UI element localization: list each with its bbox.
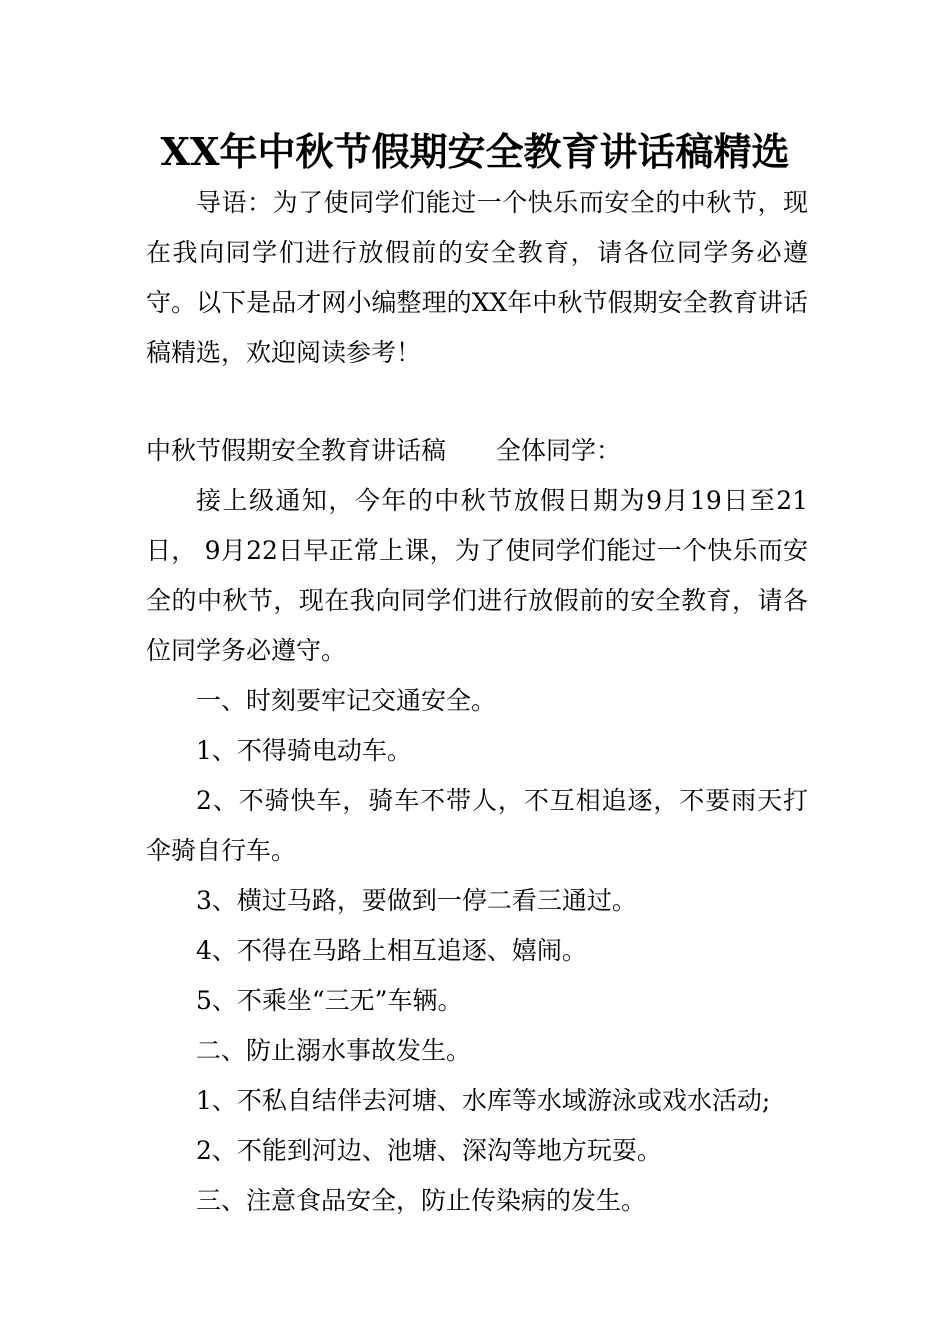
paragraph-traffic-2: 2、不骑快车，骑车不带人，不互相追逐，不要雨天打伞骑自行车。 <box>146 786 808 865</box>
paragraph-traffic-3: 3、横过马路，要做到一停二看三通过。 <box>196 886 637 915</box>
paragraph-traffic-heading: 一、时刻要牢记交通安全。 <box>196 686 497 715</box>
intro-block <box>146 178 808 378</box>
paragraph-notice: 接上级通知，今年的中秋节放假日期为9月19日至21日， 9月22日早正常上课，为了使同学们能过一个快乐而安全的中秋节，现在我向同学们进行放假前的安全教育，请各位同学务必遵守。 <box>146 486 808 665</box>
paragraph-drowning-2: 2、不能到河边、池塘、深沟等地方玩耍。 <box>196 1136 662 1165</box>
section-heading-line <box>146 426 808 476</box>
main-content <box>146 476 808 1226</box>
document-title: XX年中秋节假期安全教育讲话稿精选 <box>160 129 790 174</box>
paragraph-traffic-5: 5、不乘坐“三无”车辆。 <box>196 986 463 1015</box>
paragraph-drowning-heading: 二、防止溺水事故发生。 <box>196 1036 472 1065</box>
paragraph-food-heading: 三、注意食品安全，防止传染病的发生。 <box>196 1186 647 1215</box>
intro-paragraph: 导语：为了使同学们能过一个快乐而安全的中秋节，现在我向同学们进行放假前的安全教育，请各位同学务必遵守。以下是品才网小编整理的XX年中秋节假期安全教育讲话稿精选，欢迎阅读参考！ <box>146 188 808 367</box>
paragraph-drowning-1: 1、不私自结伴去河塘、水库等水域游泳或戏水活动; <box>196 1086 771 1115</box>
paragraph-traffic-1: 1、不得骑电动车。 <box>196 736 412 765</box>
section-heading: 中秋节假期安全教育讲话稿 <box>146 436 447 465</box>
paragraph-traffic-4: 4、不得在马路上相互追逐、嬉闹。 <box>196 936 587 965</box>
salutation: 全体同学： <box>496 436 622 465</box>
